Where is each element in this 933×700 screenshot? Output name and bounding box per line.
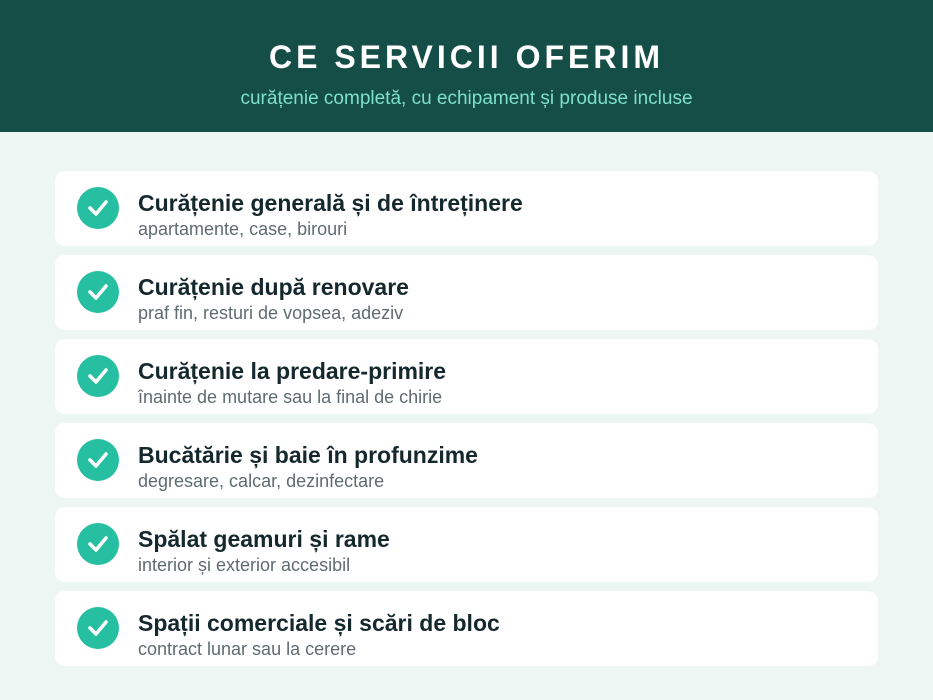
service-title: Curățenie generală și de întreținere [138,190,523,216]
service-card [55,339,878,414]
header-banner [0,0,933,132]
service-description: înainte de mutare sau la final de chirie [138,387,443,407]
page-subtitle: curățenie completă, cu echipament și produse incluse [240,88,693,109]
service-title: Spații comerciale și scări de bloc [138,610,500,636]
service-card [55,507,878,582]
check-icon [77,355,119,397]
check-icon [77,271,119,313]
service-description: contract lunar sau la cerere [138,639,357,659]
check-icon [77,607,119,649]
service-card [55,591,878,666]
service-title: Spălat geamuri și rame [138,526,390,552]
check-icon [77,187,119,229]
service-title: Curățenie la predare-primire [138,358,447,384]
service-title: Curățenie după renovare [138,274,409,300]
service-description: apartamente, case, birouri [138,219,348,239]
check-icon [77,439,119,481]
service-card [55,255,878,330]
service-description: praf fin, resturi de vopsea, adeziv [138,303,404,323]
service-card [55,171,878,246]
service-title: Bucătărie și baie în profunzime [138,442,478,468]
service-description: interior și exterior accesibil [138,555,351,575]
services-list [55,171,878,675]
service-description: degresare, calcar, dezinfectare [138,471,385,491]
check-icon [77,523,119,565]
page-title: CE SERVICII OFERIM [268,39,664,75]
service-card [55,423,878,498]
